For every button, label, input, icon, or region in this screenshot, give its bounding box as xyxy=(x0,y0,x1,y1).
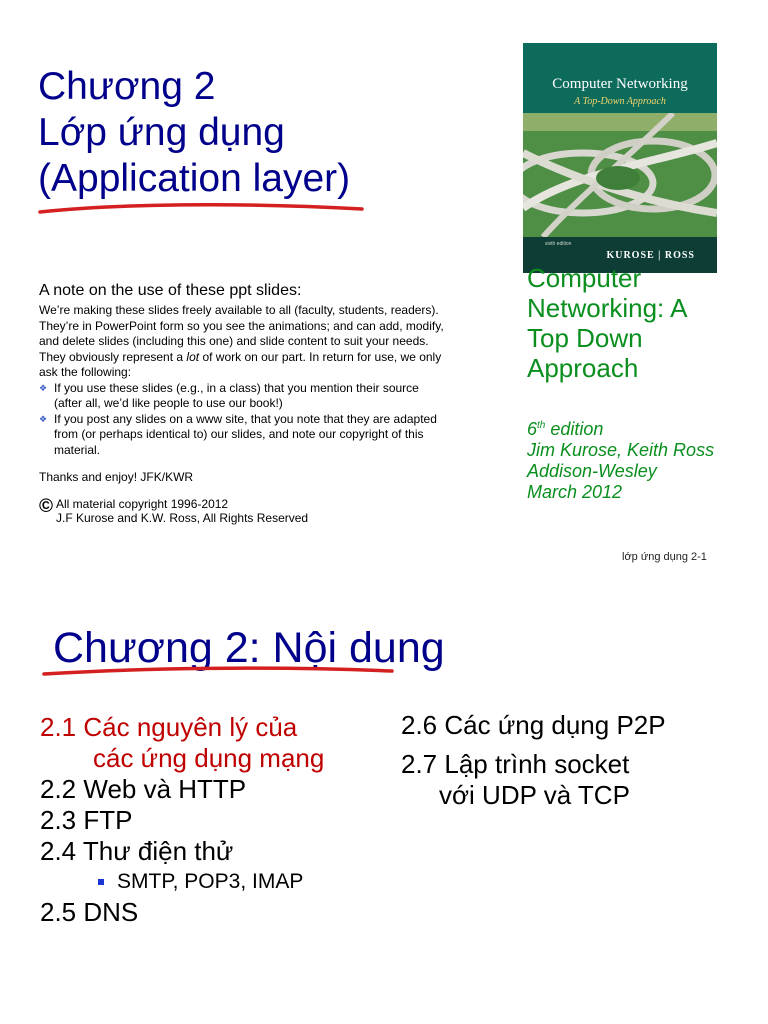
toc-item-2-1 xyxy=(40,712,324,774)
note-line: ask the following: xyxy=(39,365,132,379)
toc-item-2-2: 2.2 Web và HTTP xyxy=(40,774,247,804)
title-underline-decoration xyxy=(36,198,366,218)
toc-right-column xyxy=(401,710,666,811)
diamond-bullet-icon: ❖ xyxy=(39,382,48,393)
bullet-line: from (or perhaps identical to) our slides, and note our copyright of this xyxy=(54,427,424,441)
slide-title: Chương 2: Nội dung xyxy=(53,624,445,672)
note-heading: A note on the use of these ppt slides: xyxy=(39,282,302,299)
bullet-line: material. xyxy=(54,442,101,457)
title-line-2: Lớp ứng dụng xyxy=(38,111,285,154)
toc-item-2-4: 2.4 Thư điện thử xyxy=(40,836,234,866)
book-meta-line: Addison-Wesley xyxy=(527,461,657,481)
note-line: They obviously represent a lot of work on our part. In return for use, we only xyxy=(39,349,442,364)
note-bullet-item xyxy=(39,381,479,412)
thanks-text: Thanks and enjoy! JFK/KWR xyxy=(39,470,194,484)
title-line-1: Chương 2 xyxy=(38,65,216,108)
square-bullet-icon xyxy=(98,879,104,885)
book-cover-image xyxy=(523,43,717,273)
toc-left-column xyxy=(40,712,324,928)
toc-item-line: với UDP và TCP xyxy=(439,780,630,810)
title-underline-decoration xyxy=(40,662,400,682)
copyright-line-2: J.F Kurose and K.W. Ross, All Rights Reserved xyxy=(56,511,309,525)
edition-suffix: th xyxy=(537,420,546,431)
slide-2 xyxy=(0,584,768,1024)
diamond-bullet-icon: ❖ xyxy=(39,413,48,424)
book-meta-line: Jim Kurose, Keith Ross xyxy=(527,440,715,460)
toc-item-line: 2.7 Lập trình socket xyxy=(401,749,630,779)
book-title xyxy=(527,263,687,383)
note-bullets xyxy=(39,381,479,459)
book-title-line: Networking: A xyxy=(527,293,688,323)
emphasis-text: lot xyxy=(186,349,200,364)
book-title-line: Approach xyxy=(527,353,639,383)
copyright-line-1: All material copyright 1996-2012 xyxy=(56,497,229,511)
toc-subitem xyxy=(40,867,324,897)
edition-number: 6 xyxy=(527,419,538,439)
toc-item-2-3: 2.3 FTP xyxy=(40,805,133,835)
toc-item-2-7 xyxy=(401,749,666,811)
note-line: They’re in PowerPoint form so you see the animations; and can add, modify, xyxy=(39,318,444,333)
book-title-line: Computer xyxy=(527,263,642,293)
copyright-icon: © xyxy=(39,496,53,517)
toc-subitem-label: SMTP, POP3, IMAP xyxy=(117,870,304,893)
book-cover-authors: KUROSE | ROSS xyxy=(606,250,695,261)
toc-item-2-5: 2.5 DNS xyxy=(40,897,139,927)
note-line: We’re making these slides freely available to all (faculty, students, readers). xyxy=(39,303,439,317)
note-bullet-item xyxy=(39,412,479,459)
edition-word: edition xyxy=(545,419,604,439)
bullet-line: (after all, we’d like people to use our book!) xyxy=(54,396,283,410)
title-line-3: (Application layer) xyxy=(38,157,351,200)
book-meta-line: March 2012 xyxy=(527,482,623,502)
note-line: and delete slides (including this one) and slide content to suit your needs. xyxy=(39,334,429,348)
book-cover-edition: sixth edition xyxy=(545,241,572,247)
book-cover-subtitle: A Top-Down Approach xyxy=(574,96,666,107)
slide-title xyxy=(38,64,350,202)
edition-line xyxy=(527,415,714,440)
book-title-line: Top Down xyxy=(527,323,643,353)
book-cover-title: Computer Networking xyxy=(552,76,688,92)
highway-interchange-illustration xyxy=(523,113,717,237)
toc-item-line: 2.1 Các nguyên lý của xyxy=(40,712,298,742)
note-body xyxy=(39,303,479,458)
slide-number: lớp ứng dụng 2-1 xyxy=(622,551,707,563)
book-meta xyxy=(527,415,714,503)
toc-item-2-6: 2.6 Các ứng dụng P2P xyxy=(401,710,666,740)
bullet-line: If you use these slides (e.g., in a class) that you mention their source xyxy=(54,380,419,395)
toc-item-line: các ứng dụng mạng xyxy=(93,743,325,773)
bullet-line: If you post any slides on a www site, that you note that they are adapted xyxy=(54,411,437,426)
